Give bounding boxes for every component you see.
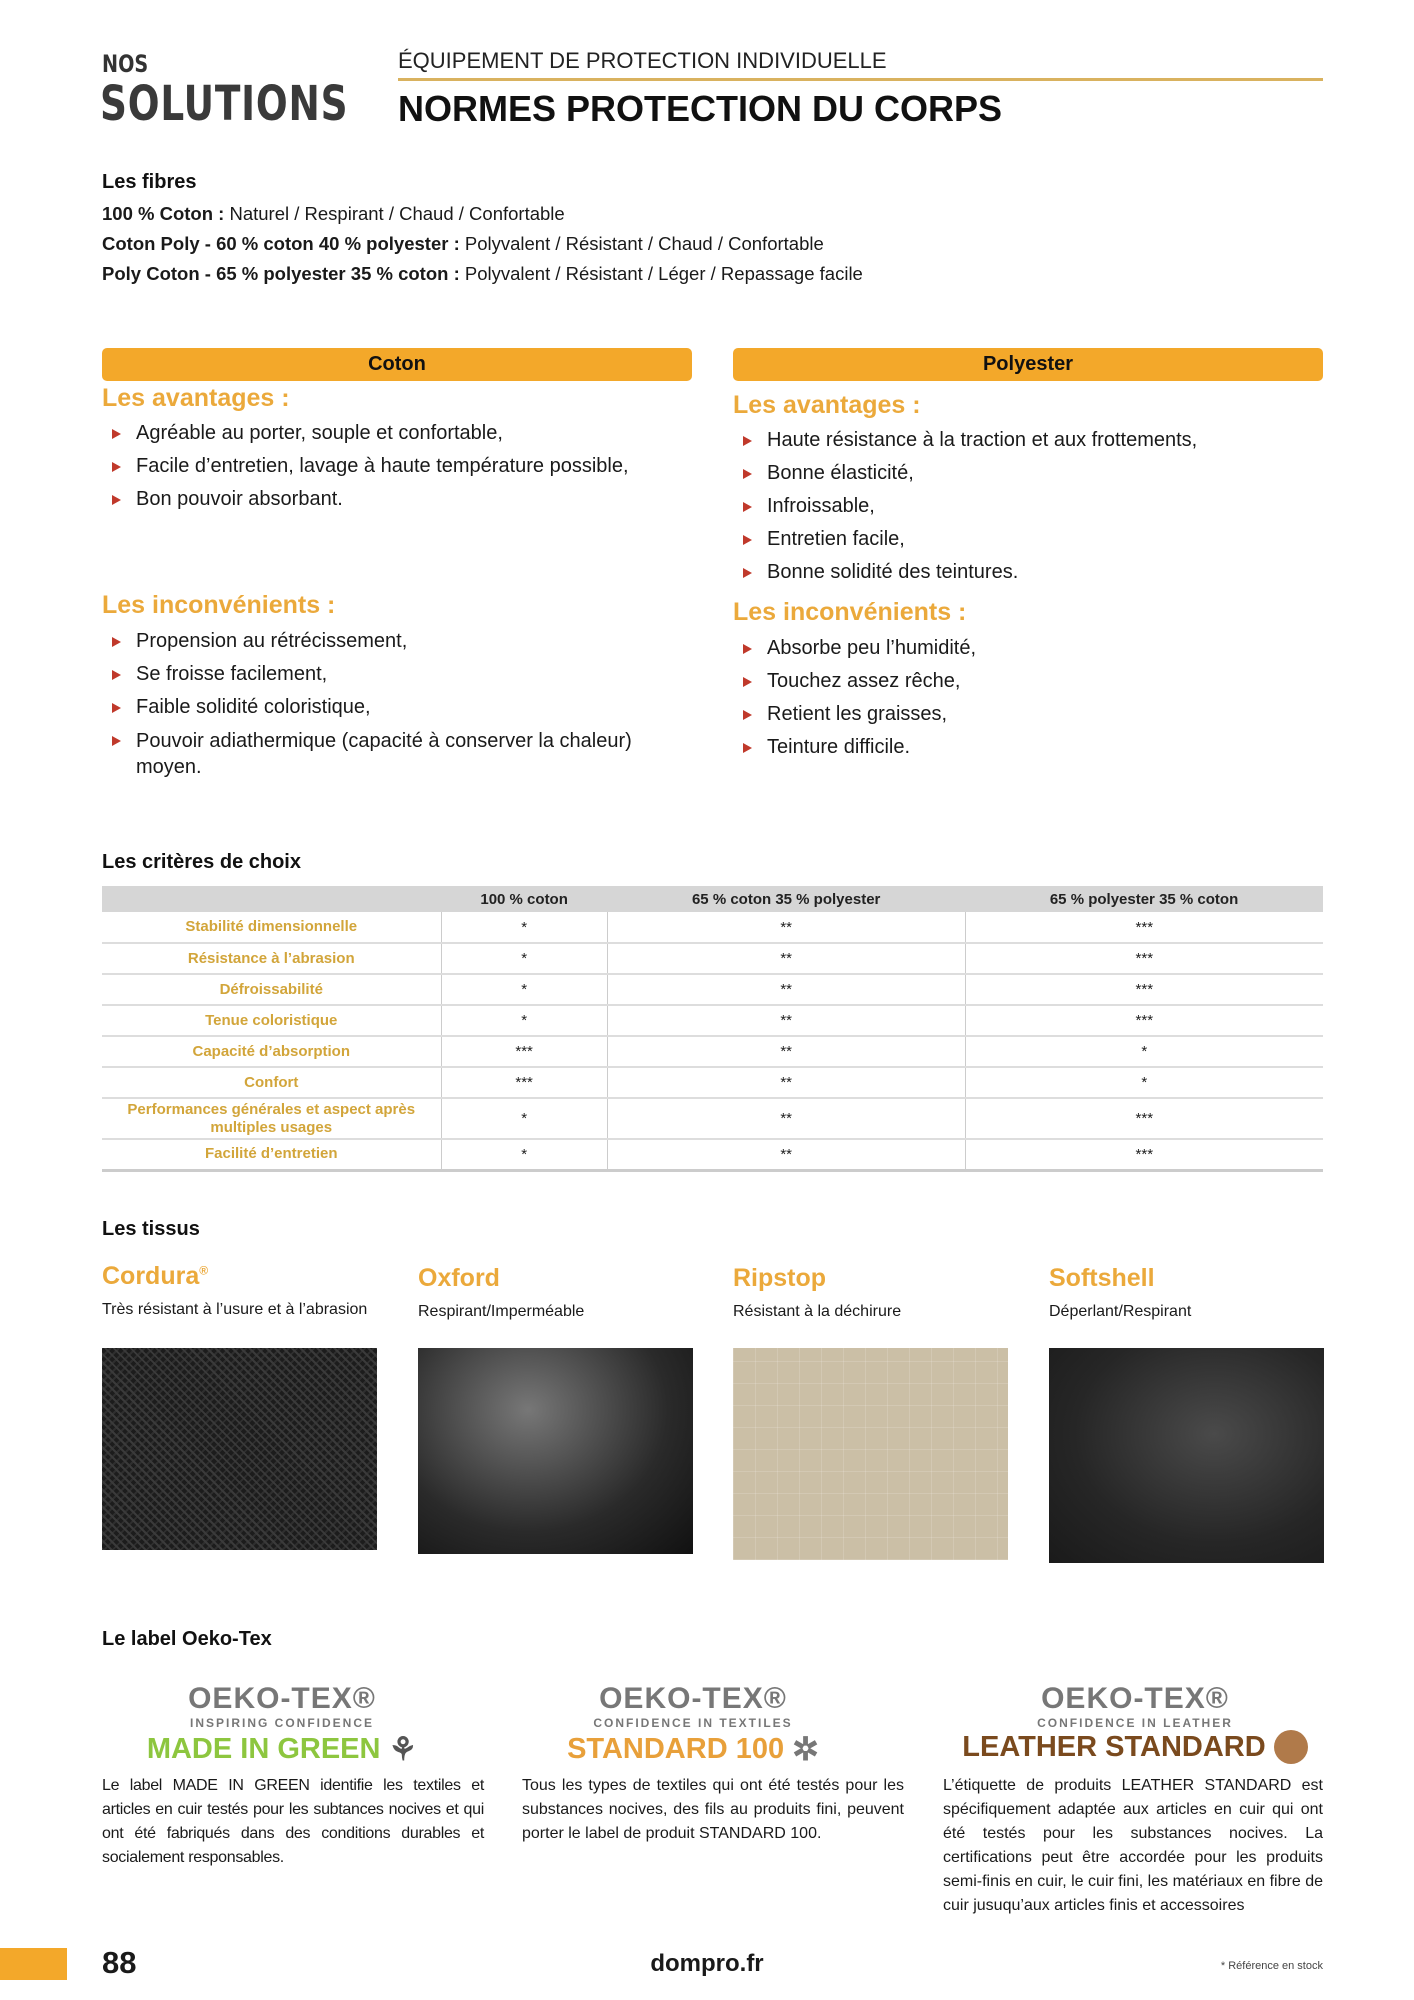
logo-tagline: CONFIDENCE IN LEATHER: [1037, 1716, 1233, 1730]
polyester-disadvantages: [733, 632, 976, 764]
list-item: Pouvoir adiathermique (capacité à conserver la chaleur) moyen.: [102, 724, 692, 780]
coton-adv-heading: Les avantages :: [102, 384, 290, 412]
leather-globe-icon: [1274, 1730, 1308, 1764]
fibre-line: [102, 199, 863, 229]
list-item: Se froisse facilement,: [102, 658, 692, 691]
column-header: 65 % coton 35 % polyester: [607, 886, 965, 912]
list-item: Bonne élasticité,: [733, 457, 1197, 490]
globe-icon: ✲: [792, 1731, 819, 1767]
criterion-label: Confort: [102, 1067, 441, 1098]
coton-advantages: [102, 417, 629, 516]
made-in-green-logo: [92, 1682, 472, 1768]
logo-tagline: INSPIRING CONFIDENCE: [189, 1716, 374, 1730]
rating-cell: **: [607, 1036, 965, 1067]
list-item: Entretien facile,: [733, 523, 1197, 556]
fibres-list: [102, 199, 863, 289]
logo-name: MADE IN GREEN: [146, 1732, 381, 1765]
table-row: [102, 974, 1323, 1005]
criterion-label: Stabilité dimensionnelle: [102, 912, 441, 943]
criterion-label: Performances générales et aspect après multiples usages: [102, 1098, 441, 1139]
fibre-line: [102, 229, 863, 259]
rating-cell: **: [607, 912, 965, 943]
fibre-props: Polyvalent / Résistant / Léger / Repassage facile: [459, 263, 863, 284]
rating-cell: ***: [965, 912, 1323, 943]
rating-cell: ***: [965, 1098, 1323, 1139]
tissus-heading: Les tissus: [102, 1218, 200, 1240]
list-item: Retient les graisses,: [733, 698, 976, 731]
table-header-row: [102, 886, 1323, 912]
logo-tagline: CONFIDENCE IN TEXTILES: [593, 1716, 793, 1730]
rating-cell: *: [965, 1067, 1323, 1098]
coton-header: Coton: [102, 348, 692, 381]
logo-brand: OEKO-TEX®: [599, 1682, 787, 1715]
plant-icon: ⚘: [388, 1731, 418, 1767]
fabric-ripstop: [733, 1264, 1008, 1321]
table-row: [102, 912, 1323, 943]
rating-cell: *: [441, 1139, 607, 1170]
table-row: [102, 943, 1323, 974]
list-item: Faible solidité coloristique,: [102, 691, 692, 724]
softshell-image: [1049, 1348, 1324, 1563]
criterion-label: Capacité d’absorption: [102, 1036, 441, 1067]
fabric-name: Oxford: [418, 1264, 500, 1292]
page-title: NORMES PROTECTION DU CORPS: [398, 88, 1003, 129]
fibre-name: Coton Poly - 60 % coton 40 % polyester :: [102, 233, 460, 254]
rating-cell: **: [607, 974, 965, 1005]
fibre-name: Poly Coton - 65 % polyester 35 % coton :: [102, 263, 460, 284]
list-item: Touchez assez rêche,: [733, 665, 976, 698]
logo-name: LEATHER STANDARD: [962, 1730, 1266, 1763]
list-item: Bonne solidité des teintures.: [733, 556, 1197, 589]
fibres-heading: Les fibres: [102, 171, 197, 193]
fibre-props: Naturel / Respirant / Chaud / Confortable: [224, 203, 565, 224]
rating-cell: *: [441, 912, 607, 943]
table-row: [102, 1036, 1323, 1067]
polyester-adv-heading: Les avantages :: [733, 391, 921, 419]
standard-100-logo: [503, 1682, 883, 1768]
list-item: Teinture difficile.: [733, 731, 976, 764]
column-header: [102, 886, 441, 912]
criterion-label: Tenue coloristique: [102, 1005, 441, 1036]
leather-standard-text: L’étiquette de produits LEATHER STANDARD est spécifiquement adaptée aux articles en cuir qui ont été testés pour les substances nocives. La certifications peut être accordée pour les produits semi-finis en cuir, le cuir fini, les matériaux en fibre de cuir jusuqu’aux articles finis et accessoires: [943, 1777, 1323, 1914]
fabric-desc: Résistant à la déchirure: [733, 1303, 902, 1320]
made-in-green-text: Le label MADE IN GREEN identifie les textiles et articles en cuir testés pour les subtances nocives et qui ont été fabriqués dans des conditions durables et socialement responsables.: [102, 1777, 484, 1866]
rating-cell: **: [607, 1098, 965, 1139]
logo-brand: OEKO-TEX®: [188, 1682, 376, 1715]
list-item: Facile d’entretien, lavage à haute température possible,: [102, 450, 629, 483]
fabric-name: Ripstop: [733, 1264, 827, 1292]
list-item: Absorbe peu l’humidité,: [733, 632, 976, 665]
coton-disadvantages: [102, 625, 692, 780]
table-row: [102, 1098, 1323, 1139]
header-rule: [398, 78, 1323, 81]
criterion-label: Résistance à l’abrasion: [102, 943, 441, 974]
polyester-advantages: [733, 424, 1197, 589]
rating-cell: *: [441, 943, 607, 974]
table-row: [102, 1005, 1323, 1036]
ripstop-image: [733, 1348, 1008, 1560]
fabric-name: Softshell: [1049, 1264, 1155, 1292]
polyester-dis-heading: Les inconvénients :: [733, 598, 967, 626]
rating-cell: ***: [441, 1067, 607, 1098]
fibre-line: [102, 259, 863, 289]
section-category: ÉQUIPEMENT DE PROTECTION INDIVIDUELLE: [398, 48, 887, 73]
brand-solutions: SOLUTIONS: [100, 76, 349, 132]
rating-cell: **: [607, 943, 965, 974]
rating-cell: **: [607, 1005, 965, 1036]
fabric-desc: Respirant/Imperméable: [418, 1303, 585, 1320]
criterion-label: Facilité d’entretien: [102, 1139, 441, 1170]
criteria-table: [102, 886, 1323, 1172]
list-item: Agréable au porter, souple et confortable,: [102, 417, 629, 450]
table-row: [102, 1067, 1323, 1098]
rating-cell: ***: [965, 1005, 1323, 1036]
fabric-desc: Très résistant à l’usure et à l’abrasion: [102, 1301, 368, 1318]
fibre-props: Polyvalent / Résistant / Chaud / Confortable: [459, 233, 824, 254]
rating-cell: **: [607, 1067, 965, 1098]
fabric-oxford: [418, 1264, 693, 1321]
fibre-name: 100 % Coton :: [102, 203, 225, 224]
brand-nos: NOS: [102, 50, 149, 78]
polyester-header: Polyester: [733, 348, 1323, 381]
oxford-image: [418, 1348, 693, 1554]
list-item: Propension au rétrécissement,: [102, 625, 692, 658]
coton-dis-heading: Les inconvénients :: [102, 591, 336, 619]
rating-cell: ***: [965, 943, 1323, 974]
fabric-name: Cordura: [102, 1262, 200, 1290]
rating-cell: *: [441, 1005, 607, 1036]
criteria-heading: Les critères de choix: [102, 851, 301, 873]
table-row: [102, 1139, 1323, 1170]
registered-mark: ®: [199, 1263, 209, 1278]
list-item: Infroissable,: [733, 490, 1197, 523]
criterion-label: Défroissabilité: [102, 974, 441, 1005]
rating-cell: **: [607, 1139, 965, 1170]
rating-cell: *: [441, 1098, 607, 1139]
footer-site-link[interactable]: dompro.fr: [650, 1950, 764, 1977]
rating-cell: ***: [965, 974, 1323, 1005]
fabric-desc: Déperlant/Respirant: [1049, 1303, 1192, 1320]
cordura-image: [102, 1348, 377, 1550]
rating-cell: ***: [965, 1139, 1323, 1170]
fabric-cordura: [102, 1262, 377, 1319]
leather-standard-logo: [945, 1682, 1325, 1764]
footer-note: * Référence en stock: [1220, 1960, 1323, 1972]
logo-brand: OEKO-TEX®: [1041, 1682, 1229, 1715]
page-number: 88: [102, 1945, 137, 1980]
column-header: 65 % polyester 35 % coton: [965, 886, 1323, 912]
logo-name: STANDARD 100: [567, 1732, 785, 1765]
column-header: 100 % coton: [441, 886, 607, 912]
list-item: Bon pouvoir absorbant.: [102, 483, 629, 516]
rating-cell: *: [965, 1036, 1323, 1067]
list-item: Haute résistance à la traction et aux frottements,: [733, 424, 1197, 457]
fabric-softshell: [1049, 1264, 1324, 1321]
oeko-heading: Le label Oeko-Tex: [102, 1628, 272, 1650]
rating-cell: ***: [441, 1036, 607, 1067]
standard-100-text: Tous les types de textiles qui ont été testés pour les substances nocives, des fils au produits fini, peuvent porter le label de produit STANDARD 100.: [522, 1777, 904, 1842]
rating-cell: *: [441, 974, 607, 1005]
